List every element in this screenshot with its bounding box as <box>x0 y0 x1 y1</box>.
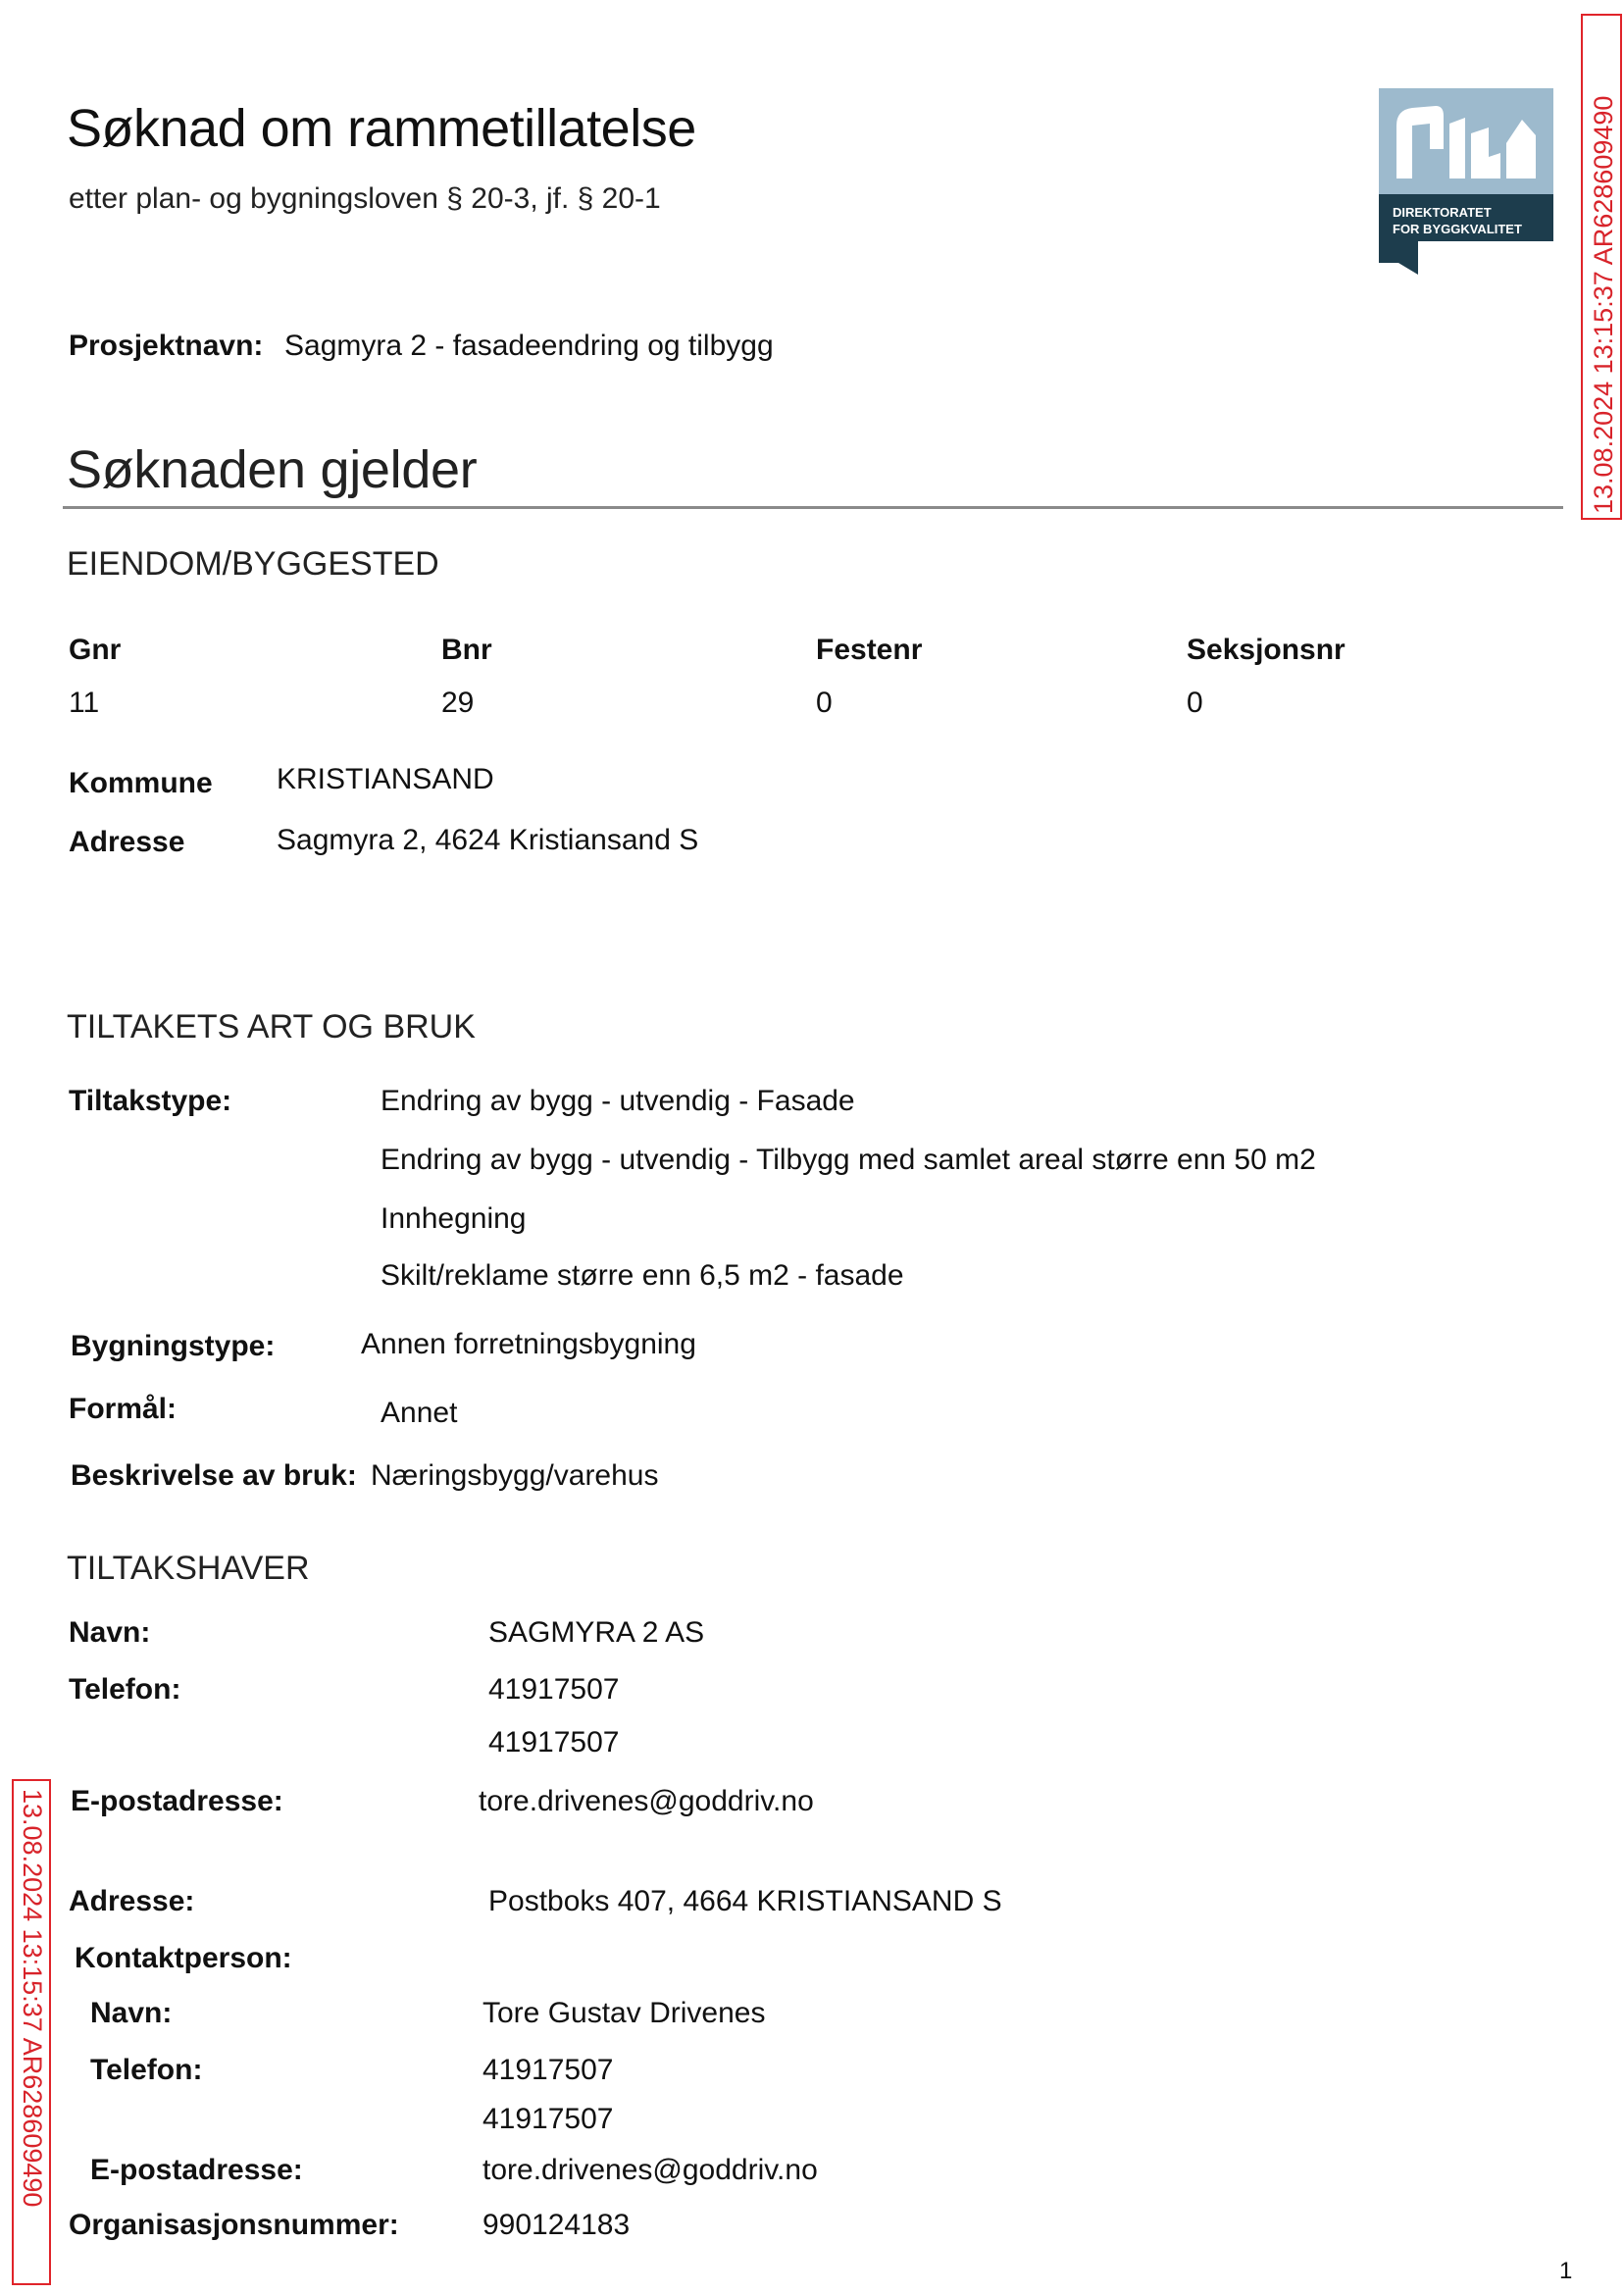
kontakt-telefon-value: 41917507 <box>482 2103 614 2135</box>
telefon-label: Telefon: <box>69 1673 181 1706</box>
section-divider <box>63 506 1563 509</box>
tiltakstype-item: Endring av bygg - utvendig - Fasade <box>381 1085 855 1117</box>
dibk-logo-mark <box>1379 88 1553 275</box>
seksjonsnr-label: Seksjonsnr <box>1187 634 1345 666</box>
page-number: 1 <box>1559 2258 1573 2284</box>
stamp-text-bottom: 13.08.2024 13:15:37 AR628609490 <box>18 1789 47 2208</box>
kontakt-epost-label: E-postadresse: <box>90 2154 303 2186</box>
tiltakstype-item: Innhegning <box>381 1202 527 1235</box>
bygningstype-value: Annen forretningsbygning <box>361 1328 696 1360</box>
stamp-text-top: 13.08.2024 13:15:37 AR628609490 <box>1589 95 1618 514</box>
epost-label: E-postadresse: <box>71 1785 283 1817</box>
dibk-logo <box>1379 88 1553 275</box>
adresse-value: Sagmyra 2, 4624 Kristiansand S <box>277 824 699 856</box>
orgnr-value: 990124183 <box>482 2209 631 2241</box>
navn-value: SAGMYRA 2 AS <box>488 1616 705 1649</box>
tiltakshaver-adresse-value: Postboks 407, 4664 KRISTIANSAND S <box>488 1885 1002 1917</box>
festenr-label: Festenr <box>816 634 923 666</box>
kommune-value: KRISTIANSAND <box>277 763 494 795</box>
festenr-value: 0 <box>816 687 833 719</box>
kontakt-epost-value: tore.drivenes@goddriv.no <box>482 2154 818 2186</box>
telefon-value: 41917507 <box>488 1673 620 1706</box>
timestamp-stamp-bottom <box>12 1779 51 2285</box>
adresse-label: Adresse <box>69 826 185 858</box>
orgnr-label: Organisasjonsnummer: <box>69 2209 399 2241</box>
logo-text-line1: DIREKTORATET <box>1393 205 1492 220</box>
gnr-label: Gnr <box>69 634 122 666</box>
kontakt-telefon-value: 41917507 <box>482 2054 614 2086</box>
tiltakshaver-adresse-label: Adresse: <box>69 1885 195 1917</box>
tiltakstype-label: Tiltakstype: <box>69 1085 232 1117</box>
epost-value: tore.drivenes@goddriv.no <box>479 1785 814 1817</box>
project-label: Prosjektnavn: <box>69 330 264 362</box>
tiltakstype-item: Skilt/reklame større enn 6,5 m2 - fasade <box>381 1259 904 1292</box>
document-subtitle: etter plan- og bygningsloven § 20-3, jf. § 20-1 <box>69 182 661 215</box>
telefon-value: 41917507 <box>488 1726 620 1759</box>
tiltakshaver-heading: TILTAKSHAVER <box>67 1550 310 1587</box>
formal-value: Annet <box>381 1397 458 1429</box>
kommune-label: Kommune <box>69 767 213 799</box>
document-title: Søknad om rammetillatelse <box>67 99 696 158</box>
kontakt-navn-label: Navn: <box>90 1997 173 2029</box>
tiltak-heading: TILTAKETS ART OG BRUK <box>67 1008 476 1045</box>
bruk-label: Beskrivelse av bruk: <box>71 1459 357 1492</box>
kontakt-navn-value: Tore Gustav Drivenes <box>482 1997 766 2029</box>
kontaktperson-label: Kontaktperson: <box>75 1942 292 1974</box>
formal-label: Formål: <box>69 1393 178 1425</box>
kontakt-telefon-label: Telefon: <box>90 2054 203 2086</box>
timestamp-stamp-top <box>1581 14 1622 520</box>
seksjonsnr-value: 0 <box>1187 687 1203 719</box>
project-value: Sagmyra 2 - fasadeendring og tilbygg <box>284 330 774 362</box>
navn-label: Navn: <box>69 1616 151 1649</box>
section-title: Søknaden gjelder <box>67 440 478 499</box>
logo-text-line2: FOR BYGGKVALITET <box>1393 222 1522 236</box>
bnr-label: Bnr <box>441 634 492 666</box>
property-heading: EIENDOM/BYGGESTED <box>67 545 439 583</box>
bnr-value: 29 <box>441 687 475 719</box>
bruk-value: Næringsbygg/varehus <box>371 1459 659 1492</box>
bygningstype-label: Bygningstype: <box>71 1330 276 1362</box>
tiltakstype-item: Endring av bygg - utvendig - Tilbygg med samlet areal større enn 50 m2 <box>381 1144 1316 1176</box>
gnr-value: 11 <box>69 687 100 719</box>
